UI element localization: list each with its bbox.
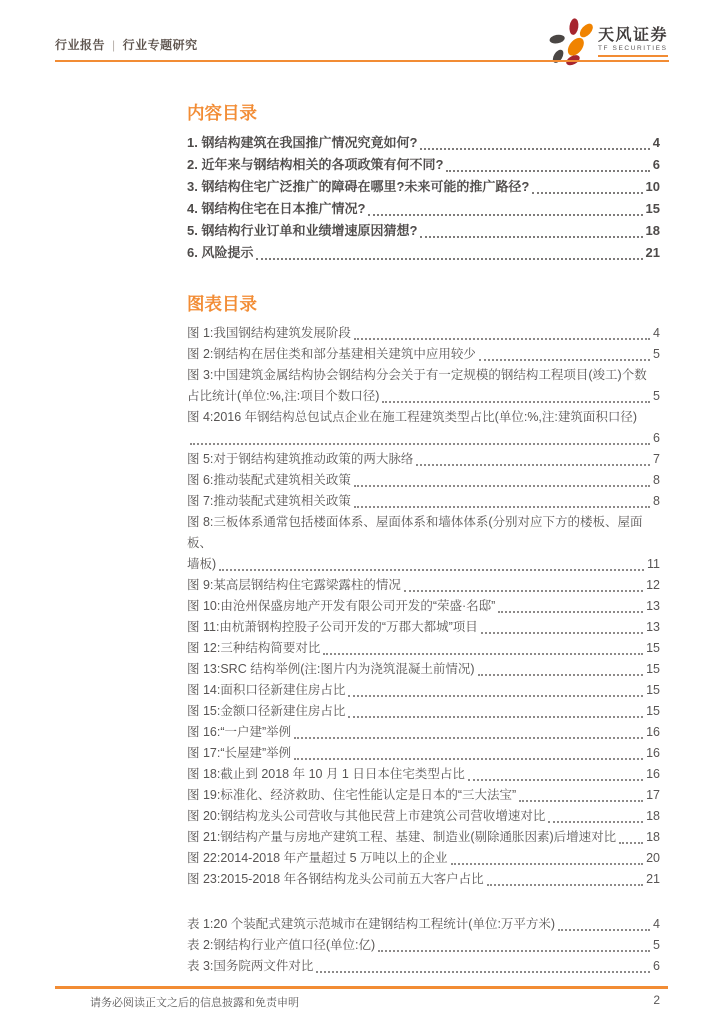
entry-text: 图 4:2016 年钢结构总包试点企业在施工程建筑类型占比(单位:%,注:建筑面积口径) [187, 410, 638, 424]
toc-entry[interactable] [187, 132, 660, 154]
toc-column [187, 101, 660, 977]
entry-page-number: 18 [645, 223, 660, 238]
entry-last-line [187, 242, 660, 264]
entry-page-number: 15 [645, 201, 660, 216]
entry-last-line [187, 806, 660, 827]
entry-text: 墙板) [187, 557, 217, 571]
entry-page-number: 12 [646, 578, 660, 592]
dot-leader [558, 929, 650, 931]
figure-entry[interactable] [187, 596, 660, 617]
figure-entry[interactable] [187, 848, 660, 869]
entry-text: 表 1:20 个装配式建筑示范城市在建钢结构工程统计(单位:万平方米) [187, 917, 556, 931]
dot-leader [378, 950, 650, 952]
entry-page-number: 15 [646, 662, 660, 676]
table-entry[interactable] [187, 935, 660, 956]
dot-leader [404, 590, 643, 592]
table-entry[interactable] [187, 956, 660, 977]
entry-text: 图 5:对于钢结构建筑推动政策的两大脉络 [187, 452, 414, 466]
entry-text: 3. 钢结构住宅广泛推广的障碍在哪里?未来可能的推广路径? [187, 179, 530, 194]
footer-rule [55, 986, 668, 989]
dot-leader [256, 258, 642, 260]
entry-page-number: 16 [646, 767, 660, 781]
toc-entry[interactable] [187, 154, 660, 176]
entry-last-line [187, 956, 660, 977]
figure-entry[interactable] [187, 344, 660, 365]
entry-last-line [187, 701, 660, 722]
tf-securities-logo [549, 16, 668, 66]
entry-text: 图 1:我国钢结构建筑发展阶段 [187, 326, 351, 340]
entry-page-number: 15 [646, 683, 660, 697]
entry-text: 图 10:由沧州保盛房地产开发有限公司开发的“荣盛·名邸” [187, 599, 496, 613]
entry-page-number: 5 [653, 389, 660, 403]
entry-last-line [187, 785, 660, 806]
figure-entry[interactable] [187, 512, 660, 575]
entry-text: 图 18:截止到 2018 年 10 月 1 日日本住宅类型占比 [187, 767, 465, 781]
entry-page-number: 4 [653, 917, 660, 931]
entry-text: 图 8:三板体系通常包括楼面体系、屋面体系和墙体体系(分别对应下方的楼板、屋面板、 [187, 515, 643, 550]
figure-entry[interactable] [187, 701, 660, 722]
toc-entry[interactable] [187, 242, 660, 264]
entry-page-number: 8 [653, 494, 660, 508]
entry-last-line [187, 428, 660, 449]
dot-leader [323, 653, 643, 655]
figure-entry[interactable] [187, 575, 660, 596]
entry-text: 图 6:推动装配式建筑相关政策 [187, 473, 351, 487]
figure-entry[interactable] [187, 638, 660, 659]
dot-leader [519, 800, 643, 802]
logo-text-block [598, 16, 668, 57]
entry-text: 6. 风险提示 [187, 245, 254, 260]
logo-flower-icon [549, 16, 595, 66]
figure-entry[interactable] [187, 407, 660, 449]
entry-page-number: 11 [647, 557, 660, 571]
entry-text: 2. 近年来与钢结构相关的各项政策有何不同? [187, 157, 444, 172]
figure-entry[interactable] [187, 470, 660, 491]
figure-entry[interactable] [187, 806, 660, 827]
entry-page-number: 4 [653, 326, 660, 340]
entry-last-line [187, 914, 660, 935]
dot-leader [316, 971, 650, 973]
entry-last-line [187, 596, 660, 617]
figure-entry[interactable] [187, 323, 660, 344]
entry-page-number: 6 [653, 959, 660, 973]
dot-leader [294, 758, 643, 760]
dot-leader [190, 443, 650, 445]
logo-company-name-en: TF SECURITIES [597, 45, 668, 52]
dot-leader [468, 779, 643, 781]
entry-text: 图 23:2015-2018 年各钢结构龙头公司前五大客户占比 [187, 872, 484, 886]
entry-last-line [187, 344, 660, 365]
entry-last-line [187, 935, 660, 956]
entry-page-number: 16 [646, 746, 660, 760]
figure-entry[interactable] [187, 680, 660, 701]
entry-page-number: 15 [646, 641, 660, 655]
entry-last-line [187, 386, 660, 407]
entry-text: 图 12:三种结构简要对比 [187, 641, 321, 655]
entry-last-line [187, 638, 660, 659]
report-type-label [55, 36, 198, 53]
figure-entry[interactable] [187, 491, 660, 512]
entry-last-line [187, 659, 660, 680]
entry-text: 图 3:中国建筑金属结构协会钢结构分会关于有一定规模的钢结构工程项目(竣工)个数 [187, 368, 647, 382]
entry-last-line [187, 554, 660, 575]
entry-text: 图 15:金额口径新建住房占比 [187, 704, 346, 718]
entry-page-number: 7 [653, 452, 660, 466]
dot-leader [354, 506, 650, 508]
dot-leader [446, 170, 649, 172]
entry-last-line [187, 323, 660, 344]
entry-last-line [187, 154, 660, 176]
header-rule [55, 60, 669, 62]
entry-last-line [187, 176, 660, 198]
figure-toc-title: 图表目录 [187, 294, 257, 314]
entry-text: 图 14:面积口径新建住房占比 [187, 683, 346, 697]
entry-text: 图 17:“长屋建”举例 [187, 746, 292, 760]
entry-page-number: 18 [646, 830, 660, 844]
footer-disclaimer: 请务必阅读正文之后的信息披露和免责申明 [90, 997, 299, 1009]
report-subcategory: 行业专题研究 [122, 38, 198, 52]
entry-text: 图 11:由杭萧钢构控股子公司开发的“万郡大都城”项目 [187, 620, 478, 634]
dot-leader [420, 148, 649, 150]
entry-last-line [187, 743, 660, 764]
entry-page-number: 21 [645, 245, 660, 260]
dot-leader [368, 214, 642, 216]
entry-text: 图 20:钢结构龙头公司营收与其他民营上市建筑公司营收增速对比 [187, 809, 546, 823]
entry-text: 图 2:钢结构在居住类和部分基建相关建筑中应用较少 [187, 347, 476, 361]
dot-leader [479, 359, 650, 361]
entry-last-line [187, 869, 660, 890]
entry-last-line [187, 827, 660, 848]
entry-page-number: 21 [646, 872, 660, 886]
logo-underline [598, 55, 668, 57]
figure-entry[interactable] [187, 743, 660, 764]
entry-text: 5. 钢结构行业订单和业绩增速原因猜想? [187, 223, 418, 238]
dot-leader [619, 842, 643, 844]
figure-toc-list [187, 323, 660, 890]
entry-last-line [187, 680, 660, 701]
figure-entry[interactable] [187, 827, 660, 848]
entry-page-number: 5 [653, 938, 660, 952]
entry-page-number: 8 [653, 473, 660, 487]
table-toc-list [187, 914, 660, 977]
entry-last-line [187, 198, 660, 220]
entry-text: 4. 钢结构住宅在日本推广情况? [187, 201, 366, 216]
dot-leader [348, 695, 643, 697]
figure-entry[interactable] [187, 764, 660, 785]
dot-leader [451, 863, 644, 865]
entry-text: 1. 钢结构建筑在我国推广情况究竟如何? [187, 135, 418, 150]
figure-entry[interactable] [187, 617, 660, 638]
entry-page-number: 10 [645, 179, 660, 194]
dot-leader [294, 737, 643, 739]
entry-text: 图 9:某高层钢结构住宅露梁露柱的情况 [187, 578, 401, 592]
entry-page-number: 6 [652, 157, 660, 172]
content-toc-list [187, 132, 660, 264]
entry-text: 表 2:钢结构行业产值口径(单位:亿) [187, 938, 376, 952]
entry-text: 图 7:推动装配式建筑相关政策 [187, 494, 351, 508]
entry-text: 图 21:钢结构产量与房地产建筑工程、基建、制造业(剔除通胀因素)后增速对比 [187, 830, 617, 844]
entry-last-line [187, 470, 660, 491]
entry-last-line [187, 449, 660, 470]
entry-page-number: 5 [653, 347, 660, 361]
dot-leader [548, 821, 643, 823]
report-category: 行业报告 [55, 38, 106, 52]
entry-page-number: 6 [653, 431, 660, 445]
dot-leader [416, 464, 650, 466]
dot-leader [354, 338, 650, 340]
dot-leader [354, 485, 650, 487]
figure-entry[interactable] [187, 869, 660, 890]
toc-entry[interactable] [187, 220, 660, 242]
entry-last-line [187, 132, 660, 154]
entry-last-line [187, 722, 660, 743]
page-number: 2 [653, 993, 660, 1007]
entry-last-line [187, 491, 660, 512]
figure-entry[interactable] [187, 659, 660, 680]
entry-last-line [187, 575, 660, 596]
entry-page-number: 15 [646, 704, 660, 718]
entry-page-number: 16 [646, 725, 660, 739]
figure-entry[interactable] [187, 722, 660, 743]
entry-last-line [187, 764, 660, 785]
toc-entry[interactable] [187, 176, 660, 198]
header-separator: | [112, 38, 116, 52]
entry-text: 表 3:国务院两文件对比 [187, 959, 314, 973]
dot-leader [498, 611, 643, 613]
entry-text: 图 13:SRC 结构举例(注:图片内为浇筑混凝土前情况) [187, 662, 475, 676]
entry-page-number: 20 [646, 851, 660, 865]
dot-leader [481, 632, 643, 634]
entry-page-number: 18 [646, 809, 660, 823]
toc-entry[interactable] [187, 198, 660, 220]
entry-page-number: 13 [646, 620, 660, 634]
entry-last-line [187, 617, 660, 638]
entry-text: 图 16:“一户建”举例 [187, 725, 292, 739]
figure-entry[interactable] [187, 449, 660, 470]
dot-leader [348, 716, 643, 718]
entry-last-line [187, 220, 660, 242]
figure-entry[interactable] [187, 785, 660, 806]
entry-text: 图 19:标准化、经济救助、住宅性能认定是日本的“三大法宝” [187, 788, 517, 802]
content-toc-title: 内容目录 [187, 103, 257, 123]
dot-leader [382, 401, 650, 403]
dot-leader [532, 192, 642, 194]
figure-entry[interactable] [187, 365, 660, 407]
entry-last-line [187, 848, 660, 869]
entry-page-number: 13 [646, 599, 660, 613]
entry-page-number: 17 [646, 788, 660, 802]
entry-text: 占比统计(单位:%,注:项目个数口径) [187, 389, 380, 403]
dot-leader [487, 884, 643, 886]
entry-page-number: 4 [652, 135, 660, 150]
table-entry[interactable] [187, 914, 660, 935]
dot-leader [478, 674, 644, 676]
dot-leader [420, 236, 642, 238]
dot-leader [219, 569, 644, 571]
logo-company-name: 天风证券 [597, 27, 668, 44]
entry-text: 图 22:2014-2018 年产量超过 5 万吨以上的企业 [187, 851, 448, 865]
